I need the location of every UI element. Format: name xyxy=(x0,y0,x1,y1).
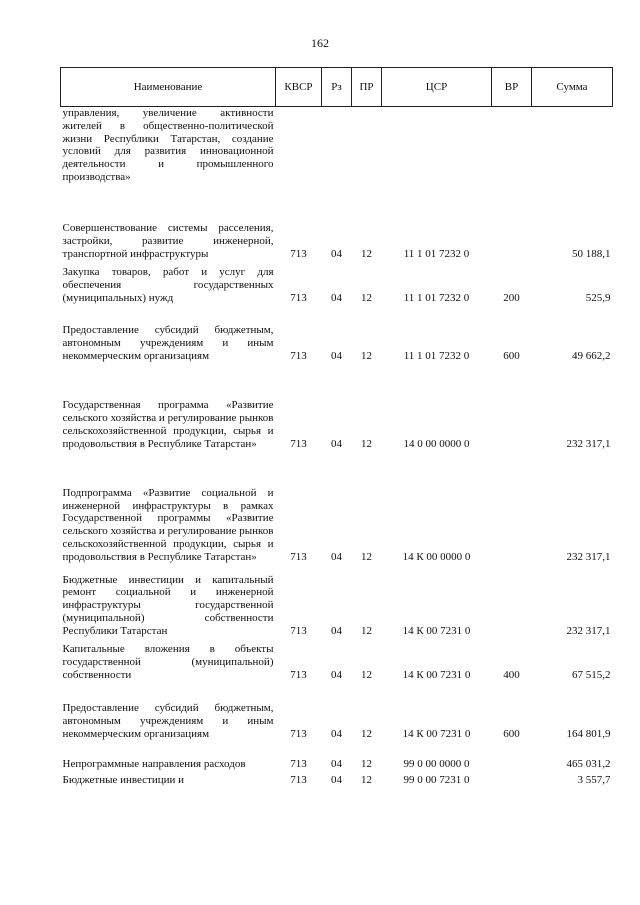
table-row xyxy=(61,774,613,790)
row-pr: 12 xyxy=(361,668,372,681)
table-row xyxy=(61,366,613,454)
row-rz xyxy=(322,107,352,205)
row-csr: 11 1 01 7232 0 xyxy=(403,291,470,304)
row-kvsr: 713 xyxy=(290,437,307,450)
row-csr: 14 К 00 0000 0 xyxy=(402,550,471,563)
row-kvsr: 713 xyxy=(290,668,307,681)
budget-table xyxy=(60,67,613,790)
row-vr xyxy=(492,205,532,264)
row-pr: 12 xyxy=(361,247,372,260)
row-pr: 12 xyxy=(361,437,372,450)
row-kvsr: 713 xyxy=(290,773,307,786)
row-sum xyxy=(532,107,613,205)
row-kvsr: 713 xyxy=(290,349,307,362)
row-name: Капитальные вложения в объекты государственной (муниципальной) собственности xyxy=(62,643,274,681)
row-sum: 525,9 xyxy=(585,291,611,304)
row-rz: 04 xyxy=(331,437,342,450)
row-kvsr: 713 xyxy=(290,757,307,770)
row-vr xyxy=(492,454,532,567)
row-csr: 11 1 01 7232 0 xyxy=(403,349,470,362)
row-name: управления, увеличение активности жителей в общественно-политической жизни Республики Татарстан, создание условий для развития инновационной деятельности и промышленного производства» xyxy=(62,107,274,183)
row-sum: 67 515,2 xyxy=(572,668,611,681)
row-kvsr: 713 xyxy=(290,247,307,260)
row-name: Закупка товаров, работ и услуг для обеспечения государственных (муниципальных) нужд xyxy=(62,266,274,304)
row-csr xyxy=(382,107,492,205)
row-sum: 232 317,1 xyxy=(566,437,611,450)
row-kvsr: 713 xyxy=(290,550,307,563)
row-csr: 11 1 01 7232 0 xyxy=(403,247,470,260)
row-kvsr: 713 xyxy=(290,291,307,304)
row-name: Государственная программа «Развитие сельского хозяйства и регулирование рынков сельскохозяйственной продукции, сырья и продовольствия в Республике Татарстан» xyxy=(62,399,274,450)
row-csr: 99 0 00 0000 0 xyxy=(403,757,470,770)
row-kvsr: 713 xyxy=(290,624,307,637)
row-rz: 04 xyxy=(331,727,342,740)
row-rz: 04 xyxy=(331,550,342,563)
table-row xyxy=(61,107,613,205)
row-rz: 04 xyxy=(331,349,342,362)
row-sum: 232 317,1 xyxy=(566,550,611,563)
header-rz: Рз xyxy=(322,68,352,107)
row-rz: 04 xyxy=(331,624,342,637)
table-row xyxy=(61,205,613,264)
row-pr xyxy=(352,107,382,205)
row-name: Предоставление субсидий бюджетным, автономным учреждениям и иным некоммерческим организациям xyxy=(62,702,274,740)
row-vr xyxy=(492,744,532,774)
header-sum: Сумма xyxy=(532,68,613,107)
row-kvsr: 713 xyxy=(290,727,307,740)
row-rz: 04 xyxy=(331,757,342,770)
row-rz: 04 xyxy=(331,247,342,260)
row-csr: 99 0 00 7231 0 xyxy=(403,773,470,786)
row-sum: 164 801,9 xyxy=(566,727,611,740)
header-kvsr: КВСР xyxy=(276,68,322,107)
row-pr: 12 xyxy=(361,773,372,786)
table-row xyxy=(61,308,613,366)
row-sum: 49 662,2 xyxy=(572,349,611,362)
row-csr: 14 К 00 7231 0 xyxy=(402,668,471,681)
row-vr: 200 xyxy=(503,291,520,304)
row-name: Предоставление субсидий бюджетным, автономным учреждениям и иным некоммерческим организациям xyxy=(62,324,274,362)
header-vr: ВР xyxy=(492,68,532,107)
row-name: Бюджетные инвестиции и капитальный ремонт социальной и инженерной инфраструктуры государственной (муниципальной) собственности Республики Татарстан xyxy=(62,573,274,637)
row-sum: 50 188,1 xyxy=(572,247,611,260)
row-csr: 14 0 00 0000 0 xyxy=(403,437,470,450)
row-rz: 04 xyxy=(331,291,342,304)
header-csr: ЦСР xyxy=(382,68,492,107)
row-name: Непрограммные направления расходов xyxy=(62,757,246,770)
header-pr: ПР xyxy=(352,68,382,107)
table-row xyxy=(61,567,613,641)
page-number: 162 xyxy=(311,36,329,50)
table-row xyxy=(61,641,613,685)
row-sum: 465 031,2 xyxy=(566,757,611,770)
table-header-row xyxy=(61,68,613,107)
row-vr: 600 xyxy=(503,349,520,362)
table-row xyxy=(61,264,613,308)
row-rz: 04 xyxy=(331,668,342,681)
row-csr: 14 К 00 7231 0 xyxy=(402,727,471,740)
row-vr: 400 xyxy=(503,668,520,681)
table-row xyxy=(61,744,613,774)
row-name: Бюджетные инвестиции и xyxy=(62,773,185,786)
row-vr: 600 xyxy=(503,727,520,740)
row-sum: 3 557,7 xyxy=(577,773,611,786)
table-row xyxy=(61,685,613,744)
row-csr: 14 К 00 7231 0 xyxy=(402,624,471,637)
row-rz: 04 xyxy=(331,773,342,786)
table-row xyxy=(61,454,613,567)
row-kvsr xyxy=(276,107,322,205)
row-vr xyxy=(492,567,532,641)
row-pr: 12 xyxy=(361,349,372,362)
row-sum: 232 317,1 xyxy=(566,624,611,637)
row-pr: 12 xyxy=(361,727,372,740)
row-name: Подпрограмма «Развитие социальной и инженерной инфраструктуры в рамках Государственной программы «Развитие сельского хозяйства и регулирование рынков сельскохозяйственной продукции, сырья и продовольствия в Республике Татарстан» xyxy=(62,486,274,563)
row-pr: 12 xyxy=(361,291,372,304)
row-vr xyxy=(492,774,532,790)
row-pr: 12 xyxy=(361,624,372,637)
header-name: Наименование xyxy=(61,68,276,107)
row-pr: 12 xyxy=(361,757,372,770)
row-pr: 12 xyxy=(361,550,372,563)
row-vr xyxy=(492,107,532,205)
row-name: Совершенствование системы расселения, застройки, развитие инженерной, транспортной инфраструктуры xyxy=(62,222,274,260)
row-vr xyxy=(492,366,532,454)
